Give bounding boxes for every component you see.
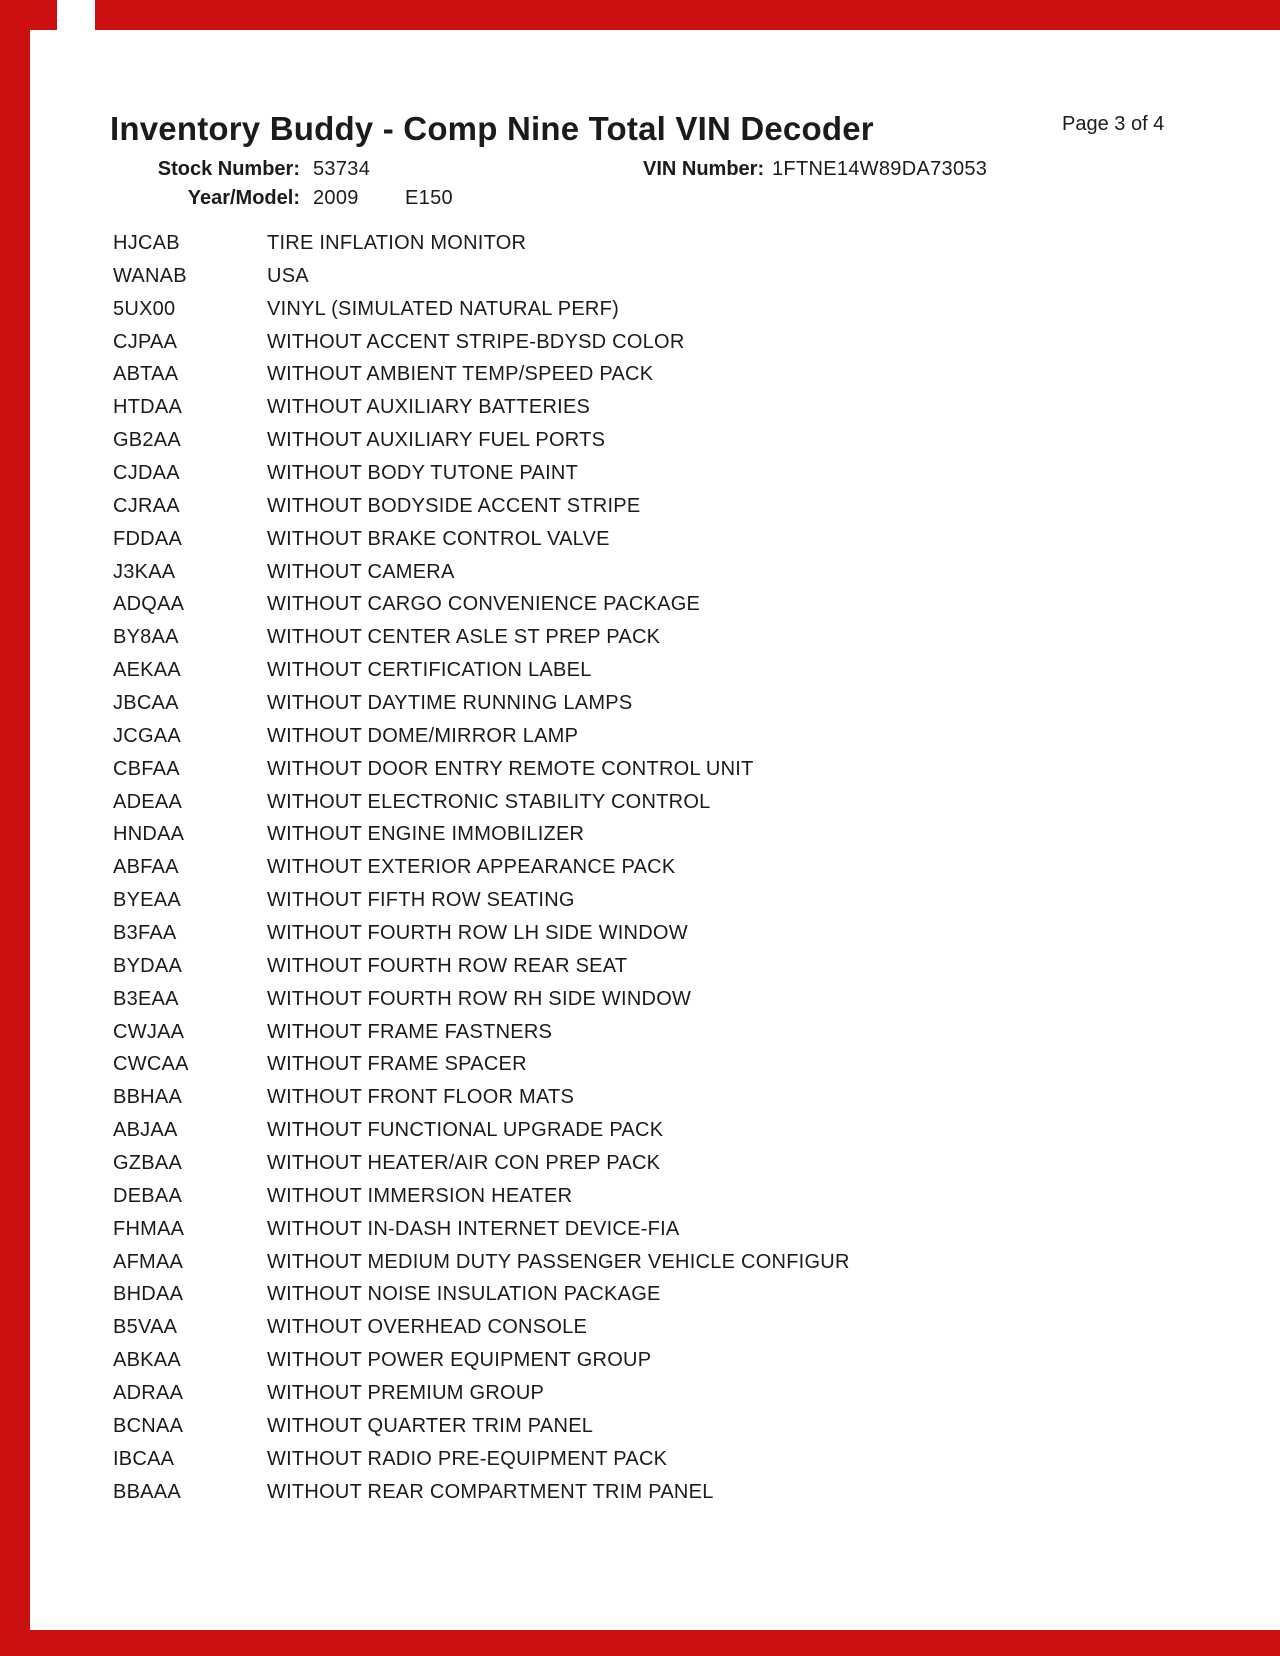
option-code: B5VAA [113, 1316, 178, 1339]
option-row [113, 621, 1213, 654]
option-code: J3KAA [113, 560, 176, 583]
option-code: BYDAA [113, 954, 183, 977]
option-description: WITHOUT CARGO CONVENIENCE PACKAGE [267, 593, 701, 616]
vin-number-value: 1FTNE14W89DA73053 [772, 158, 988, 180]
option-description: USA [267, 264, 309, 287]
option-code: HTDAA [113, 396, 183, 419]
option-row [113, 293, 1213, 326]
option-description: WITHOUT FIFTH ROW SEATING [267, 889, 575, 912]
stock-number-label: Stock Number: [157, 158, 300, 180]
option-description: WITHOUT POWER EQUIPMENT GROUP [267, 1349, 652, 1372]
option-code: FHMAA [113, 1217, 185, 1240]
option-description: WITHOUT QUARTER TRIM PANEL [267, 1414, 594, 1437]
scan-edge-bottom-bar [0, 1630, 1280, 1656]
option-row [113, 1016, 1213, 1049]
option-code: CBFAA [113, 757, 180, 780]
option-description: WITHOUT IN-DASH INTERNET DEVICE-FIA [267, 1217, 680, 1240]
option-code: BBHAA [113, 1086, 183, 1109]
option-code: FDDAA [113, 527, 183, 550]
option-code: AEKAA [113, 659, 181, 682]
page-number-label: Page 3 of 4 [1062, 113, 1165, 135]
option-description: TIRE INFLATION MONITOR [267, 231, 527, 254]
option-code: WANAB [113, 264, 187, 287]
option-row [113, 358, 1213, 391]
scan-edge-top-notch [57, 0, 95, 30]
option-code: B3EAA [113, 987, 179, 1010]
option-code: IBCAA [113, 1447, 175, 1470]
option-description: WITHOUT AUXILIARY FUEL PORTS [267, 429, 606, 452]
option-row [113, 1344, 1213, 1377]
option-code: JCGAA [113, 724, 181, 747]
option-row [113, 818, 1213, 851]
option-row [113, 523, 1213, 556]
scan-edge-left-bar [0, 0, 30, 1656]
year-value: 2009 [313, 187, 359, 209]
option-description: WITHOUT CAMERA [267, 560, 455, 583]
options-list [113, 227, 1213, 1509]
option-description: WITHOUT ACCENT STRIPE-BDYSD COLOR [267, 330, 685, 353]
option-row [113, 917, 1213, 950]
option-description: WITHOUT DAYTIME RUNNING LAMPS [267, 691, 633, 714]
option-row [113, 786, 1213, 819]
option-row [113, 1114, 1213, 1147]
option-row [113, 950, 1213, 983]
option-description: WITHOUT EXTERIOR APPEARANCE PACK [267, 856, 676, 879]
option-description: VINYL (SIMULATED NATURAL PERF) [267, 297, 619, 320]
option-code: BBAAA [113, 1480, 181, 1503]
option-description: WITHOUT BODY TUTONE PAINT [267, 461, 579, 484]
option-code: CJRAA [113, 494, 180, 517]
option-code: BHDAA [113, 1283, 184, 1306]
option-row [113, 326, 1213, 359]
option-description: WITHOUT AUXILIARY BATTERIES [267, 396, 591, 419]
option-row [113, 1311, 1213, 1344]
option-row [113, 1147, 1213, 1180]
option-description: WITHOUT DOOR ENTRY REMOTE CONTROL UNIT [267, 757, 754, 780]
option-row [113, 227, 1213, 260]
option-description: WITHOUT BODYSIDE ACCENT STRIPE [267, 494, 641, 517]
option-row [113, 1410, 1213, 1443]
page-title: Inventory Buddy - Comp Nine Total VIN Decoder [110, 110, 874, 147]
option-row [113, 720, 1213, 753]
option-description: WITHOUT FRAME SPACER [267, 1053, 527, 1076]
option-row [113, 260, 1213, 293]
option-row [113, 391, 1213, 424]
option-code: GZBAA [113, 1151, 183, 1174]
option-description: WITHOUT FRAME FASTNERS [267, 1020, 553, 1043]
info-line-stock-vin [0, 158, 1280, 182]
option-row [113, 1081, 1213, 1114]
scan-edge-top-bar [0, 0, 1280, 30]
option-row [113, 884, 1213, 917]
option-description: WITHOUT FUNCTIONAL UPGRADE PACK [267, 1119, 664, 1142]
option-description: WITHOUT MEDIUM DUTY PASSENGER VEHICLE CONFIGUR [267, 1250, 850, 1273]
option-code: ADEAA [113, 790, 183, 813]
option-code: BY8AA [113, 626, 179, 649]
option-description: WITHOUT CERTIFICATION LABEL [267, 659, 592, 682]
option-row [113, 424, 1213, 457]
option-code: ABFAA [113, 856, 179, 879]
option-description: WITHOUT OVERHEAD CONSOLE [267, 1316, 588, 1339]
option-description: WITHOUT IMMERSION HEATER [267, 1184, 573, 1207]
option-description: WITHOUT HEATER/AIR CON PREP PACK [267, 1151, 661, 1174]
option-description: WITHOUT FOURTH ROW REAR SEAT [267, 954, 628, 977]
option-description: WITHOUT RADIO PRE-EQUIPMENT PACK [267, 1447, 668, 1470]
option-description: WITHOUT FRONT FLOOR MATS [267, 1086, 575, 1109]
option-code: ADQAA [113, 593, 185, 616]
vin-number-label: VIN Number: [643, 158, 765, 180]
option-code: 5UX00 [113, 297, 176, 320]
option-description: WITHOUT REAR COMPARTMENT TRIM PANEL [267, 1480, 714, 1503]
year-model-label: Year/Model: [187, 187, 300, 209]
option-row [113, 1246, 1213, 1279]
option-code: BCNAA [113, 1414, 184, 1437]
option-description: WITHOUT FOURTH ROW LH SIDE WINDOW [267, 921, 688, 944]
option-row [113, 1213, 1213, 1246]
option-row [113, 457, 1213, 490]
option-description: WITHOUT NOISE INSULATION PACKAGE [267, 1283, 661, 1306]
option-description: WITHOUT AMBIENT TEMP/SPEED PACK [267, 363, 654, 386]
option-row [113, 687, 1213, 720]
option-code: B3FAA [113, 921, 177, 944]
option-code: BYEAA [113, 889, 181, 912]
option-code: HJCAB [113, 231, 180, 254]
option-code: ABTAA [113, 363, 179, 386]
option-row [113, 1443, 1213, 1476]
option-code: ABKAA [113, 1349, 181, 1372]
option-code: AFMAA [113, 1250, 184, 1273]
option-row [113, 1377, 1213, 1410]
option-code: HNDAA [113, 823, 185, 846]
option-code: ABJAA [113, 1119, 178, 1142]
option-code: CJPAA [113, 330, 178, 353]
option-row [113, 983, 1213, 1016]
option-code: CWCAA [113, 1053, 189, 1076]
option-row [113, 1476, 1213, 1509]
option-description: WITHOUT BRAKE CONTROL VALVE [267, 527, 610, 550]
option-description: WITHOUT PREMIUM GROUP [267, 1382, 545, 1404]
option-row [113, 851, 1213, 884]
option-row [113, 490, 1213, 523]
option-code: JBCAA [113, 691, 179, 714]
option-description: WITHOUT FOURTH ROW RH SIDE WINDOW [267, 987, 692, 1010]
option-description: WITHOUT ENGINE IMMOBILIZER [267, 823, 585, 846]
stock-number-value: 53734 [313, 158, 371, 180]
option-description: WITHOUT ELECTRONIC STABILITY CONTROL [267, 790, 711, 813]
option-row [113, 1180, 1213, 1213]
model-value: E150 [405, 187, 453, 209]
option-code: GB2AA [113, 429, 181, 452]
info-line-year-model [0, 187, 1280, 211]
option-row [113, 588, 1213, 621]
option-row [113, 556, 1213, 589]
option-row [113, 1279, 1213, 1312]
option-row [113, 654, 1213, 687]
option-code: CWJAA [113, 1020, 185, 1043]
option-row [113, 753, 1213, 786]
option-description: WITHOUT CENTER ASLE ST PREP PACK [267, 626, 661, 649]
option-description: WITHOUT DOME/MIRROR LAMP [267, 724, 579, 747]
option-row [113, 1048, 1213, 1081]
option-code: CJDAA [113, 461, 180, 484]
option-code: DEBAA [113, 1184, 183, 1207]
option-code: ADRAA [113, 1382, 184, 1404]
